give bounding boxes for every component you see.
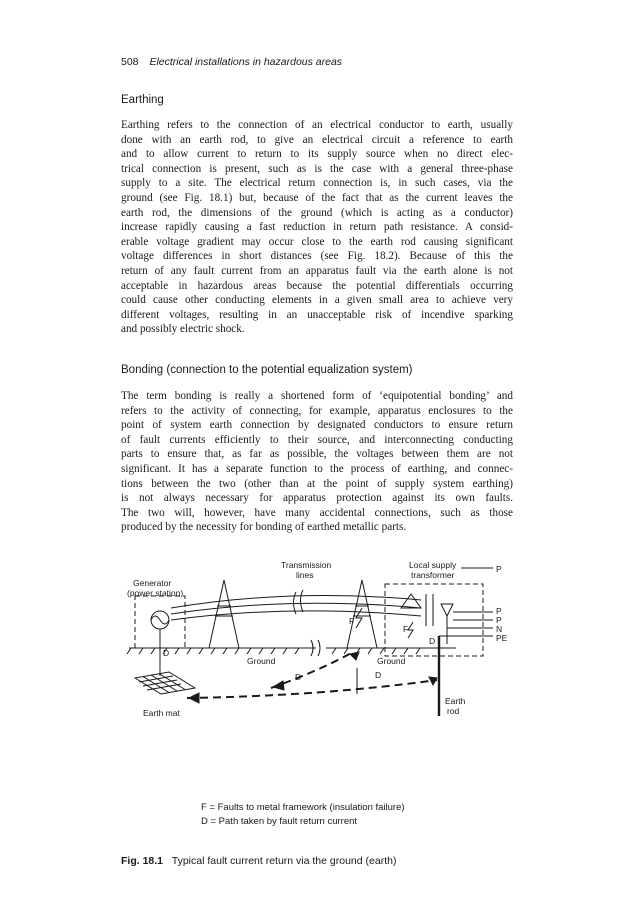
label-earth-rod-1: Earth bbox=[445, 696, 466, 706]
text-line: acceptable in hazardous areas because the potential differentials occurring bbox=[121, 279, 513, 292]
page-number: 508 bbox=[121, 56, 139, 68]
label-f-tower: F bbox=[349, 616, 355, 626]
text-line: could cause other conducting elements in a given small area to achieve very bbox=[121, 294, 513, 307]
transformer-secondary bbox=[441, 604, 453, 616]
legend-f: F = Faults to metal framework (insulation failure) bbox=[201, 802, 405, 813]
label-ground-right: Ground bbox=[377, 656, 406, 666]
text-line: supply to a site. The electrical return connection is, in such cases, via the bbox=[121, 177, 513, 190]
section-heading-bonding: Bonding (connection to the potential equalization system) bbox=[121, 364, 413, 376]
label-generator-2: (power station) bbox=[127, 588, 184, 598]
label-pe: PE bbox=[496, 633, 508, 643]
label-d-right: D bbox=[375, 670, 382, 680]
text-line: voltage differences in short distances (see Fig. 18.2). Because of this the bbox=[121, 250, 513, 263]
text-line: done with an earth rod, to give an electrical circuit a reference to earth bbox=[121, 133, 513, 146]
fault-framework-transformer bbox=[408, 622, 413, 638]
transformer-core bbox=[426, 594, 433, 626]
label-transmission-2: lines bbox=[296, 570, 314, 580]
text-line: significant. It has a separate function to the process of earthing, and connec- bbox=[121, 462, 513, 475]
transmission-line-2 bbox=[171, 603, 421, 614]
fault-framework-tower bbox=[356, 608, 362, 628]
label-p-top: P bbox=[496, 564, 502, 574]
text-line: The term bonding is really a shortened form of ‘equipotential bonding’ and bbox=[121, 390, 513, 402]
label-d-rod: D bbox=[429, 636, 436, 646]
return-arrow-mat bbox=[189, 693, 199, 703]
caption-label: Fig. 18.1 bbox=[121, 855, 164, 867]
running-title: Electrical installations in hazardous areas bbox=[149, 56, 343, 68]
text-line: produced by the necessity for bonding of earthed metallic parts. bbox=[121, 521, 407, 534]
right-tower bbox=[347, 580, 377, 648]
line-break-mark bbox=[294, 590, 304, 614]
label-generator-1: Generator bbox=[133, 578, 172, 588]
paragraph-bonding bbox=[121, 389, 513, 535]
text-line: earth rod, the dimensions of the ground (which is acting as a conductor) bbox=[121, 206, 513, 219]
text-line: return of any fault current from an apparatus fault via the earth alone is not bbox=[121, 264, 513, 277]
text-line: refers to the activity of connecting, for example, apparatus enclosures to the bbox=[121, 404, 513, 417]
text-line: The two will, however, have many accidental connections, such as those bbox=[121, 506, 513, 519]
figure-18-1 bbox=[121, 548, 521, 838]
label-f-transformer: F bbox=[403, 624, 409, 634]
text-line: of fault currents efficiently to their source, and interconnecting conducting bbox=[121, 433, 513, 446]
text-line: erable voltage gradient may occur close to the earth rod causing significant bbox=[121, 235, 513, 248]
label-earth-rod-2: rod bbox=[447, 706, 460, 716]
ground-hatching bbox=[127, 648, 420, 654]
text-line: and possibly electric shock. bbox=[121, 323, 245, 336]
text-line: is not always necessary for apparatus protection against its own faults. bbox=[121, 492, 513, 505]
text-line: trical connection is present, such as is the case with a general three-phase bbox=[121, 162, 513, 175]
text-line: and to allow current to return to its supply source when no direct elec- bbox=[121, 148, 513, 161]
fault-current-diagram bbox=[121, 548, 521, 838]
label-local-2: transformer bbox=[411, 570, 455, 580]
return-path-main bbox=[187, 680, 437, 698]
label-transmission-1: Transmission bbox=[281, 560, 332, 570]
transformer-primary bbox=[401, 594, 421, 608]
text-line: tions between the two (other than at the point of supply system earthing) bbox=[121, 477, 513, 490]
label-local-1: Local supply bbox=[409, 560, 457, 570]
caption-text: Typical fault current return via the ground (earth) bbox=[171, 855, 397, 867]
section-heading-earthing: Earthing bbox=[121, 94, 164, 106]
label-n: N bbox=[496, 624, 503, 634]
text-line: parts to ensure that, as far as possible, the voltages between them are not bbox=[121, 448, 513, 461]
label-d-generator: D bbox=[163, 648, 170, 658]
label-p2: P bbox=[496, 615, 502, 625]
text-line: Earthing refers to the connection of an electrical conductor to earth, usually bbox=[121, 119, 513, 131]
paragraph-earthing bbox=[121, 118, 513, 337]
figure-caption bbox=[121, 855, 396, 867]
transmission-line-1 bbox=[171, 596, 421, 609]
transmission-line-3 bbox=[171, 611, 421, 620]
generator-wave bbox=[151, 616, 169, 624]
return-arrow-mid bbox=[273, 681, 284, 690]
label-p1: P bbox=[496, 606, 502, 616]
earth-mat bbox=[135, 672, 195, 694]
return-arrow-rod bbox=[429, 677, 437, 685]
label-ground-left: Ground bbox=[247, 656, 276, 666]
legend-d: D = Path taken by fault return current bbox=[201, 816, 358, 827]
text-line: increase rapidly causing a fast reduction in return path resistance. A consid- bbox=[121, 221, 513, 234]
label-d-mid: D bbox=[295, 672, 302, 682]
running-header bbox=[121, 56, 342, 68]
text-line: ground (see Fig. 18.1) but, because of the fact that as the current leaves the bbox=[121, 191, 513, 204]
text-line: different voltages, resulting in an unacceptable risk of incendive sparking bbox=[121, 308, 513, 321]
return-arrow-tower bbox=[350, 652, 359, 660]
label-earth-mat: Earth mat bbox=[143, 708, 180, 718]
text-line: point of system earth connection by designated conductors to ensure return bbox=[121, 419, 513, 432]
